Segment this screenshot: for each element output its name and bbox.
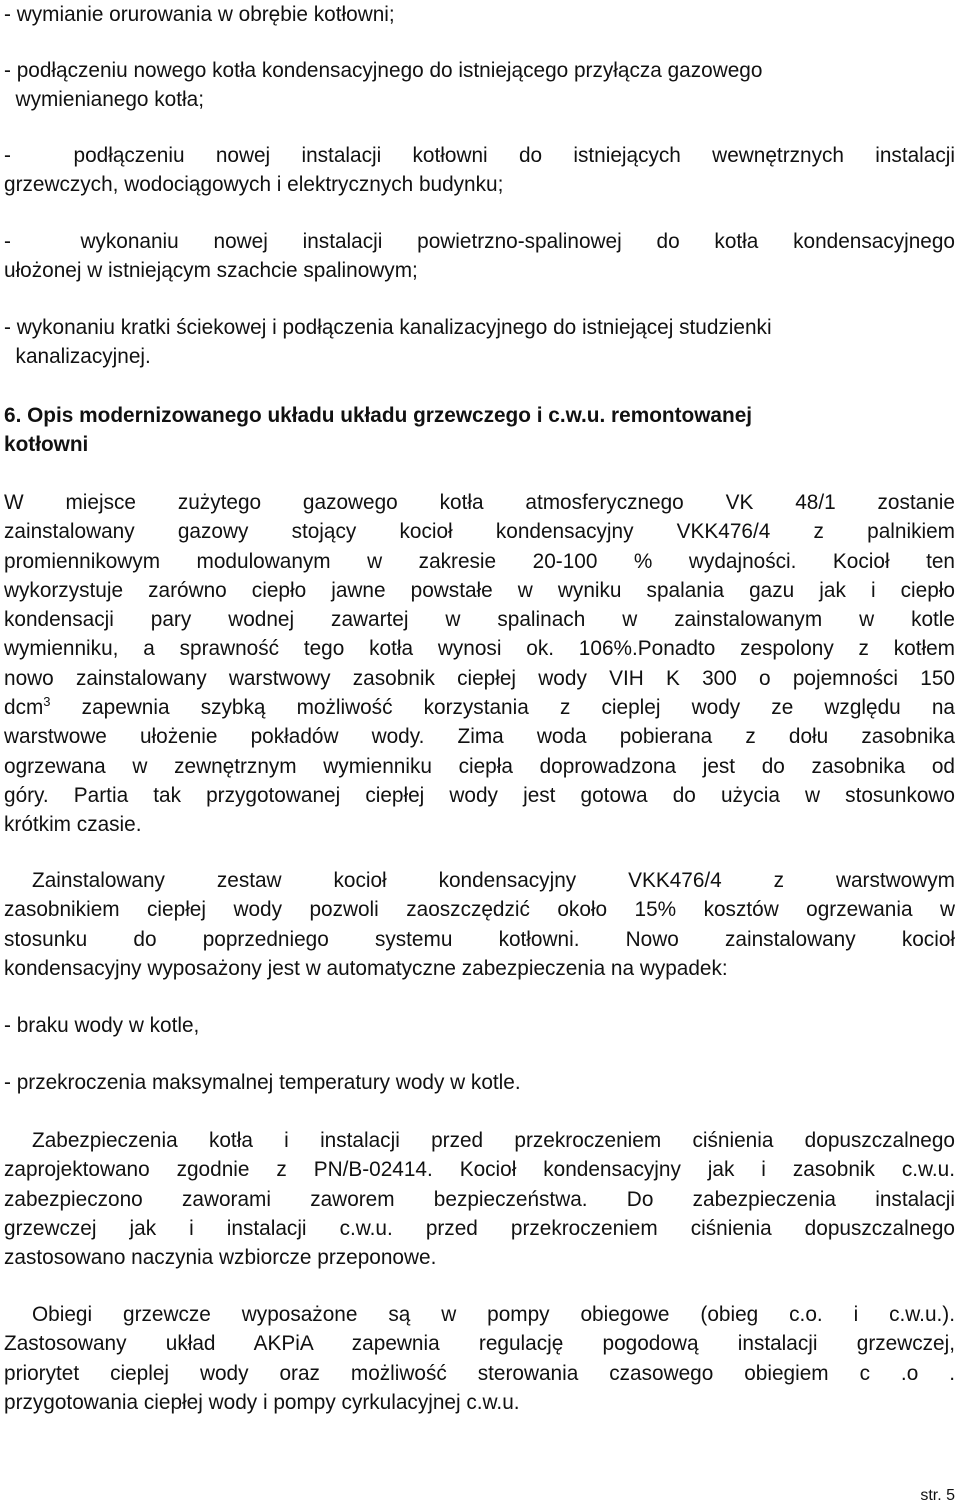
paragraph-line: promiennikowym modulowanym w zakresie 20-100 % wydajności. Kocioł ten bbox=[4, 549, 955, 573]
list-item-text: - podłączeniu nowego kotła kondensacyjnego do istniejącego przyłącza gazowego bbox=[4, 59, 763, 82]
paragraph bbox=[4, 1126, 955, 1272]
paragraph-line: zastosowano naczynia wzbiorcze przeponowe. bbox=[4, 1246, 437, 1270]
paragraph-line: priorytet cieplej wody oraz możliwość sterowania czasowego obiegiem c .o . bbox=[4, 1361, 955, 1385]
paragraph bbox=[4, 488, 955, 840]
paragraph-line: wymienniku, a sprawność tego kotła wynosi ok. 106%.Ponadto zespolony z kotłem bbox=[4, 637, 955, 661]
list-item bbox=[4, 1011, 955, 1040]
section-heading bbox=[4, 401, 955, 460]
list-item-text: - przekroczenia maksymalnej temperatury wody w kotle. bbox=[4, 1071, 521, 1094]
list-item-text: ułożonej w istniejącym szachcie spalinowym; bbox=[4, 259, 418, 283]
paragraph-line: przygotowania ciepłej wody i pompy cyrkulacyjnej c.w.u. bbox=[4, 1390, 520, 1414]
paragraph-line: grzewczej jak i instalacji c.w.u. przed przekroczeniem ciśnienia dopuszczalnego bbox=[4, 1216, 955, 1240]
paragraph-line: góry. Partia tak przygotowanej ciepłej wody jest gotowa do użycia w stosunkowo bbox=[4, 783, 955, 807]
paragraph-line: Zabezpieczenia kotła i instalacji przed przekroczeniem ciśnienia dopuszczalnego bbox=[32, 1129, 955, 1152]
paragraph-line: kondensacji pary wodnej zawartej w spalinach w zainstalowanym w kotle bbox=[4, 608, 955, 632]
paragraph-line: Zainstalowany zestaw kocioł kondensacyjny VKK476/4 z warstwowym bbox=[32, 869, 955, 892]
page-number: str. 5 bbox=[920, 1487, 955, 1504]
paragraph-line: nowo zainstalowany warstwowy zasobnik ciepłej wody VIH K 300 o pojemności 150 bbox=[4, 666, 955, 690]
list-item bbox=[4, 313, 955, 372]
paragraph-line-with-superscript bbox=[4, 693, 955, 722]
paragraph-line: krótkim czasie. bbox=[4, 813, 142, 837]
list-item-text: wymienianego kotła; bbox=[4, 88, 204, 112]
paragraph-line: wykorzystuje zarówno ciepło jawne powstałe w wyniku spalania gazu jak i ciepło bbox=[4, 578, 955, 602]
paragraph-line-rest: zapewnia szybką możliwość korzystania z cieplej wody ze względu na bbox=[50, 696, 955, 720]
paragraph-line: Obiegi grzewcze wyposażone są w pompy obiegowe (obieg c.o. i c.w.u.). bbox=[32, 1303, 955, 1326]
list-item bbox=[4, 141, 955, 200]
list-item bbox=[4, 0, 955, 29]
list-item-text: grzewczych, wodociągowych i elektrycznych budynku; bbox=[4, 173, 504, 197]
section-heading-line: 6. Opis modernizowanego układu układu grzewczego i c.w.u. remontowanej bbox=[4, 404, 753, 427]
paragraph bbox=[4, 1300, 955, 1417]
paragraph-line: kondensacyjny wyposażony jest w automatyczne zabezpieczenia na wypadek: bbox=[4, 956, 728, 980]
list-item bbox=[4, 56, 955, 115]
list-item-text: - wymianie orurowania w obrębie kotłowni; bbox=[4, 3, 395, 26]
paragraph-line: Zastosowany układ AKPiA zapewnia regulację pogodową instalacji grzewczej, bbox=[4, 1332, 955, 1356]
paragraph bbox=[4, 866, 955, 983]
superscript: 3 bbox=[43, 694, 51, 710]
list-item-text: - podłączeniu nowej instalacji kotłowni do istniejących wewnętrznych instalacji bbox=[4, 144, 955, 167]
paragraph-line: zaprojektowano zgodnie z PN/B-02414. Kocioł kondensacyjny jak i zasobnik c.w.u. bbox=[4, 1158, 955, 1182]
list-item-text: - wykonaniu kratki ściekowej i podłączenia kanalizacyjnego do istniejącej studzienki bbox=[4, 316, 772, 339]
list-item-text: - wykonaniu nowej instalacji powietrzno-spalinowej do kotła kondensacyjnego bbox=[4, 230, 955, 253]
unit-text: dcm bbox=[4, 696, 44, 720]
paragraph-line: W miejsce zużytego gazowego kotła atmosferycznego VK 48/1 zostanie bbox=[4, 491, 955, 514]
section-heading-line: kotłowni bbox=[4, 433, 89, 457]
paragraph-line: ogrzewana w zewnętrznym wymienniku ciepła doprowadzona jest do zasobnika od bbox=[4, 754, 955, 778]
paragraph-line: zasobnikiem ciepłej wody pozwoli zaoszczędzić około 15% kosztów ogrzewania w bbox=[4, 898, 955, 922]
paragraph-line: warstwowe ułożenie pokładów wody. Zima woda pobierana z dołu zasobnika bbox=[4, 725, 955, 749]
list-item-text: - braku wody w kotle, bbox=[4, 1014, 200, 1037]
paragraph-line: zabezpieczono zaworami zaworem bezpieczeństwa. Do zabezpieczenia instalacji bbox=[4, 1187, 955, 1211]
list-item bbox=[4, 1068, 955, 1097]
list-item-text: kanalizacyjnej. bbox=[4, 345, 151, 369]
list-item bbox=[4, 227, 955, 286]
paragraph-line: stosunku do poprzedniego systemu kotłowni. Nowo zainstalowany kocioł bbox=[4, 927, 955, 951]
paragraph-line: zainstalowany gazowy stojący kocioł kondensacyjny VKK476/4 z palnikiem bbox=[4, 520, 955, 544]
